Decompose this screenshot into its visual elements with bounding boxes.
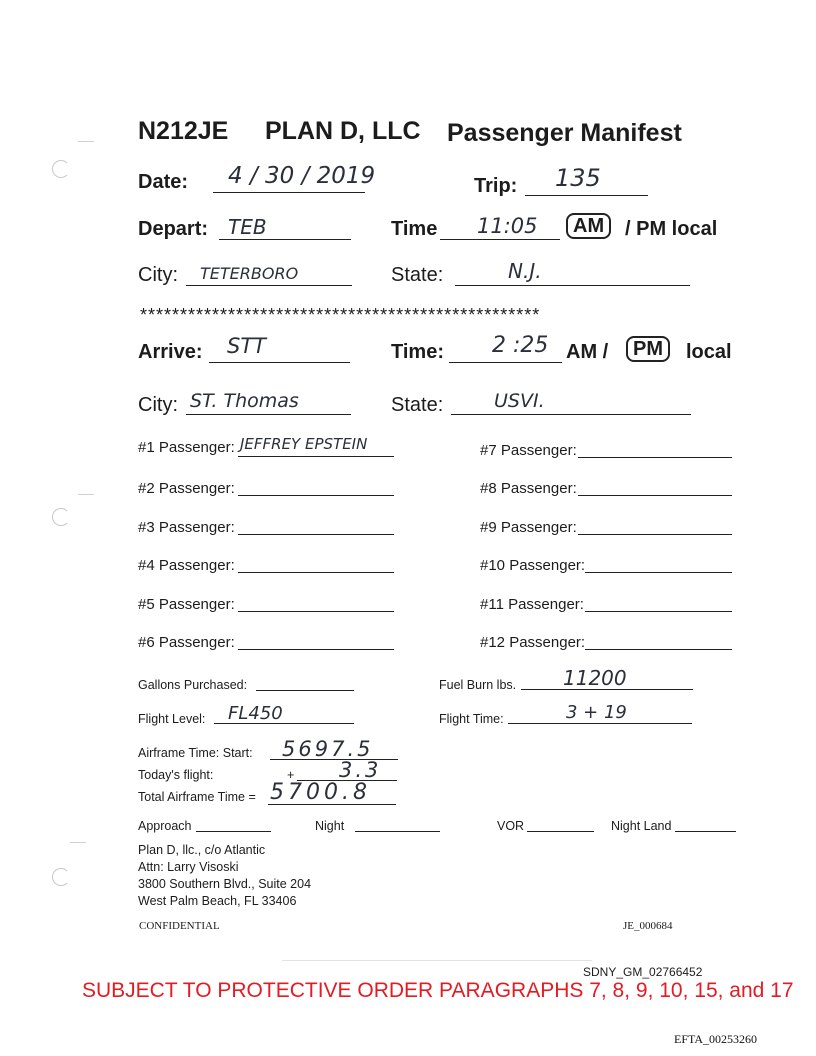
today-flight-label: Today's flight: [138,768,214,782]
total-airframe-label: Total Airframe Time = [138,790,256,804]
passenger-5-label: #5 Passenger: [138,596,235,613]
passenger-4-label: #4 Passenger: [138,557,235,574]
depart-city-value: TETERBORO [200,264,299,283]
pm-selected: PM [626,336,670,362]
passenger-10-label: #10 Passenger: [480,557,586,574]
address-line-1: Plan D, llc., c/o Atlantic [138,843,266,857]
passenger-6-line [238,649,394,650]
today-flight-plus: + [287,768,295,782]
airframe-start-label: Airframe Time: Start: [138,746,253,760]
arrive-city-value: ST. Thomas [190,390,299,412]
passenger-7-label: #7 Passenger: [480,442,577,459]
arrive-value: STT [227,334,266,358]
depart-line [219,239,351,240]
arrive-city-label: City: [138,394,178,416]
gallons-line [256,690,354,691]
passenger-8-label: #8 Passenger: [480,480,577,497]
trip-label: Trip: [474,175,518,197]
passenger-1-line [238,456,394,457]
company-name: PLAN D, LLC [265,117,421,145]
vor-line [527,831,594,832]
sdny-number: SDNY_GM_02766452 [583,965,703,979]
passenger-4-line [238,572,394,573]
protective-order-notice: SUBJECT TO PROTECTIVE ORDER PARAGRAPHS 7, 8, 9, 10, 15, and 17 [82,979,794,1002]
gallons-label: Gallons Purchased: [138,678,248,692]
arrive-label: Arrive: [138,341,203,363]
flight-level-value: FL450 [228,703,283,724]
scan-mark [70,842,86,843]
fuel-burn-label: Fuel Burn lbs. [439,678,517,692]
passenger-2-label: #2 Passenger: [138,480,235,497]
passenger-6-label: #6 Passenger: [138,634,235,651]
passenger-11-line [585,611,732,612]
total-airframe-value: 5700.8 [270,780,371,805]
passenger-1-value: JEFFREY EPSTEIN [240,435,368,453]
confidential-stamp: CONFIDENTIAL [139,920,220,932]
arrive-time-line [449,362,562,363]
passenger-2-line [238,495,394,496]
form-title: Passenger Manifest [447,119,682,147]
address-line-2: Attn: Larry Visoski [138,860,239,874]
approach-label: Approach [138,819,192,833]
address-line-3: 3800 Southern Blvd., Suite 204 [138,877,312,891]
arrive-state-line [451,414,691,415]
depart-time-line [440,239,560,240]
arrive-time-label: Time: [391,341,444,363]
scan-mark [78,141,94,142]
date-value: 4 / 30 / 2019 [228,163,376,189]
date-label: Date: [138,171,189,193]
depart-state-value: N.J. [508,259,542,283]
depart-state-line [455,285,690,286]
depart-value: TEB [228,215,267,239]
depart-time-value: 11:05 [477,214,538,238]
passenger-7-line [578,457,732,458]
trip-line [525,195,648,196]
flight-time-value: 3 + 19 [566,702,627,723]
arrive-line [209,362,350,363]
night-label: Night [315,819,345,833]
depart-city-label: City: [138,264,178,286]
efta-number: EFTA_00253260 [674,1032,758,1046]
depart-state-label: State: [391,264,444,286]
passenger-11-label: #11 Passenger: [480,596,584,613]
arrive-am: AM / [566,341,609,363]
arrive-city-line [186,414,351,415]
vor-label: VOR [497,819,525,833]
asterisk-separator [140,305,710,326]
passenger-12-line [585,649,732,650]
trip-value: 135 [555,164,601,192]
tail-number: N212JE [138,117,229,145]
arrive-state-value: USVI. [494,390,545,412]
separator-text: ************************************************** [140,305,541,325]
binder-hole [52,868,70,886]
binder-hole [52,508,70,526]
passenger-3-line [238,534,394,535]
depart-city-line [186,285,352,286]
night-land-line [675,831,736,832]
approach-line [196,831,271,832]
bates-number: JE_000684 [623,920,673,932]
passenger-10-line [585,572,732,573]
depart-time-label: Time [391,218,438,240]
binder-hole [52,160,70,178]
arrive-pm-circled [626,338,670,361]
depart-label: Depart: [138,218,209,240]
flight-time-line [508,723,692,724]
date-line [213,192,365,193]
arrive-local: local [686,341,732,363]
passenger-9-line [578,534,732,535]
passenger-9-label: #9 Passenger: [480,519,577,536]
passenger-8-line [578,495,732,496]
flight-level-label: Flight Level: [138,712,206,726]
fuel-burn-value: 11200 [563,666,627,690]
night-land-label: Night Land [611,819,672,833]
depart-pm-local: / PM local [625,218,718,240]
night-line [355,831,440,832]
scan-edge [282,960,592,961]
passenger-5-line [238,611,394,612]
depart-am-circled [566,215,611,238]
arrive-state-label: State: [391,394,444,416]
arrive-time-value: 2 :25 [492,333,549,358]
passenger-12-label: #12 Passenger: [480,634,586,651]
scan-mark [78,494,94,495]
airframe-start-value: 5697.5 [282,737,374,761]
am-selected: AM [566,213,611,239]
passenger-3-label: #3 Passenger: [138,519,235,536]
address-line-4: West Palm Beach, FL 33406 [138,894,297,908]
flight-time-label: Flight Time: [439,712,504,726]
today-flight-value: 3.3 [339,758,382,782]
passenger-1-label: #1 Passenger: [138,439,235,456]
